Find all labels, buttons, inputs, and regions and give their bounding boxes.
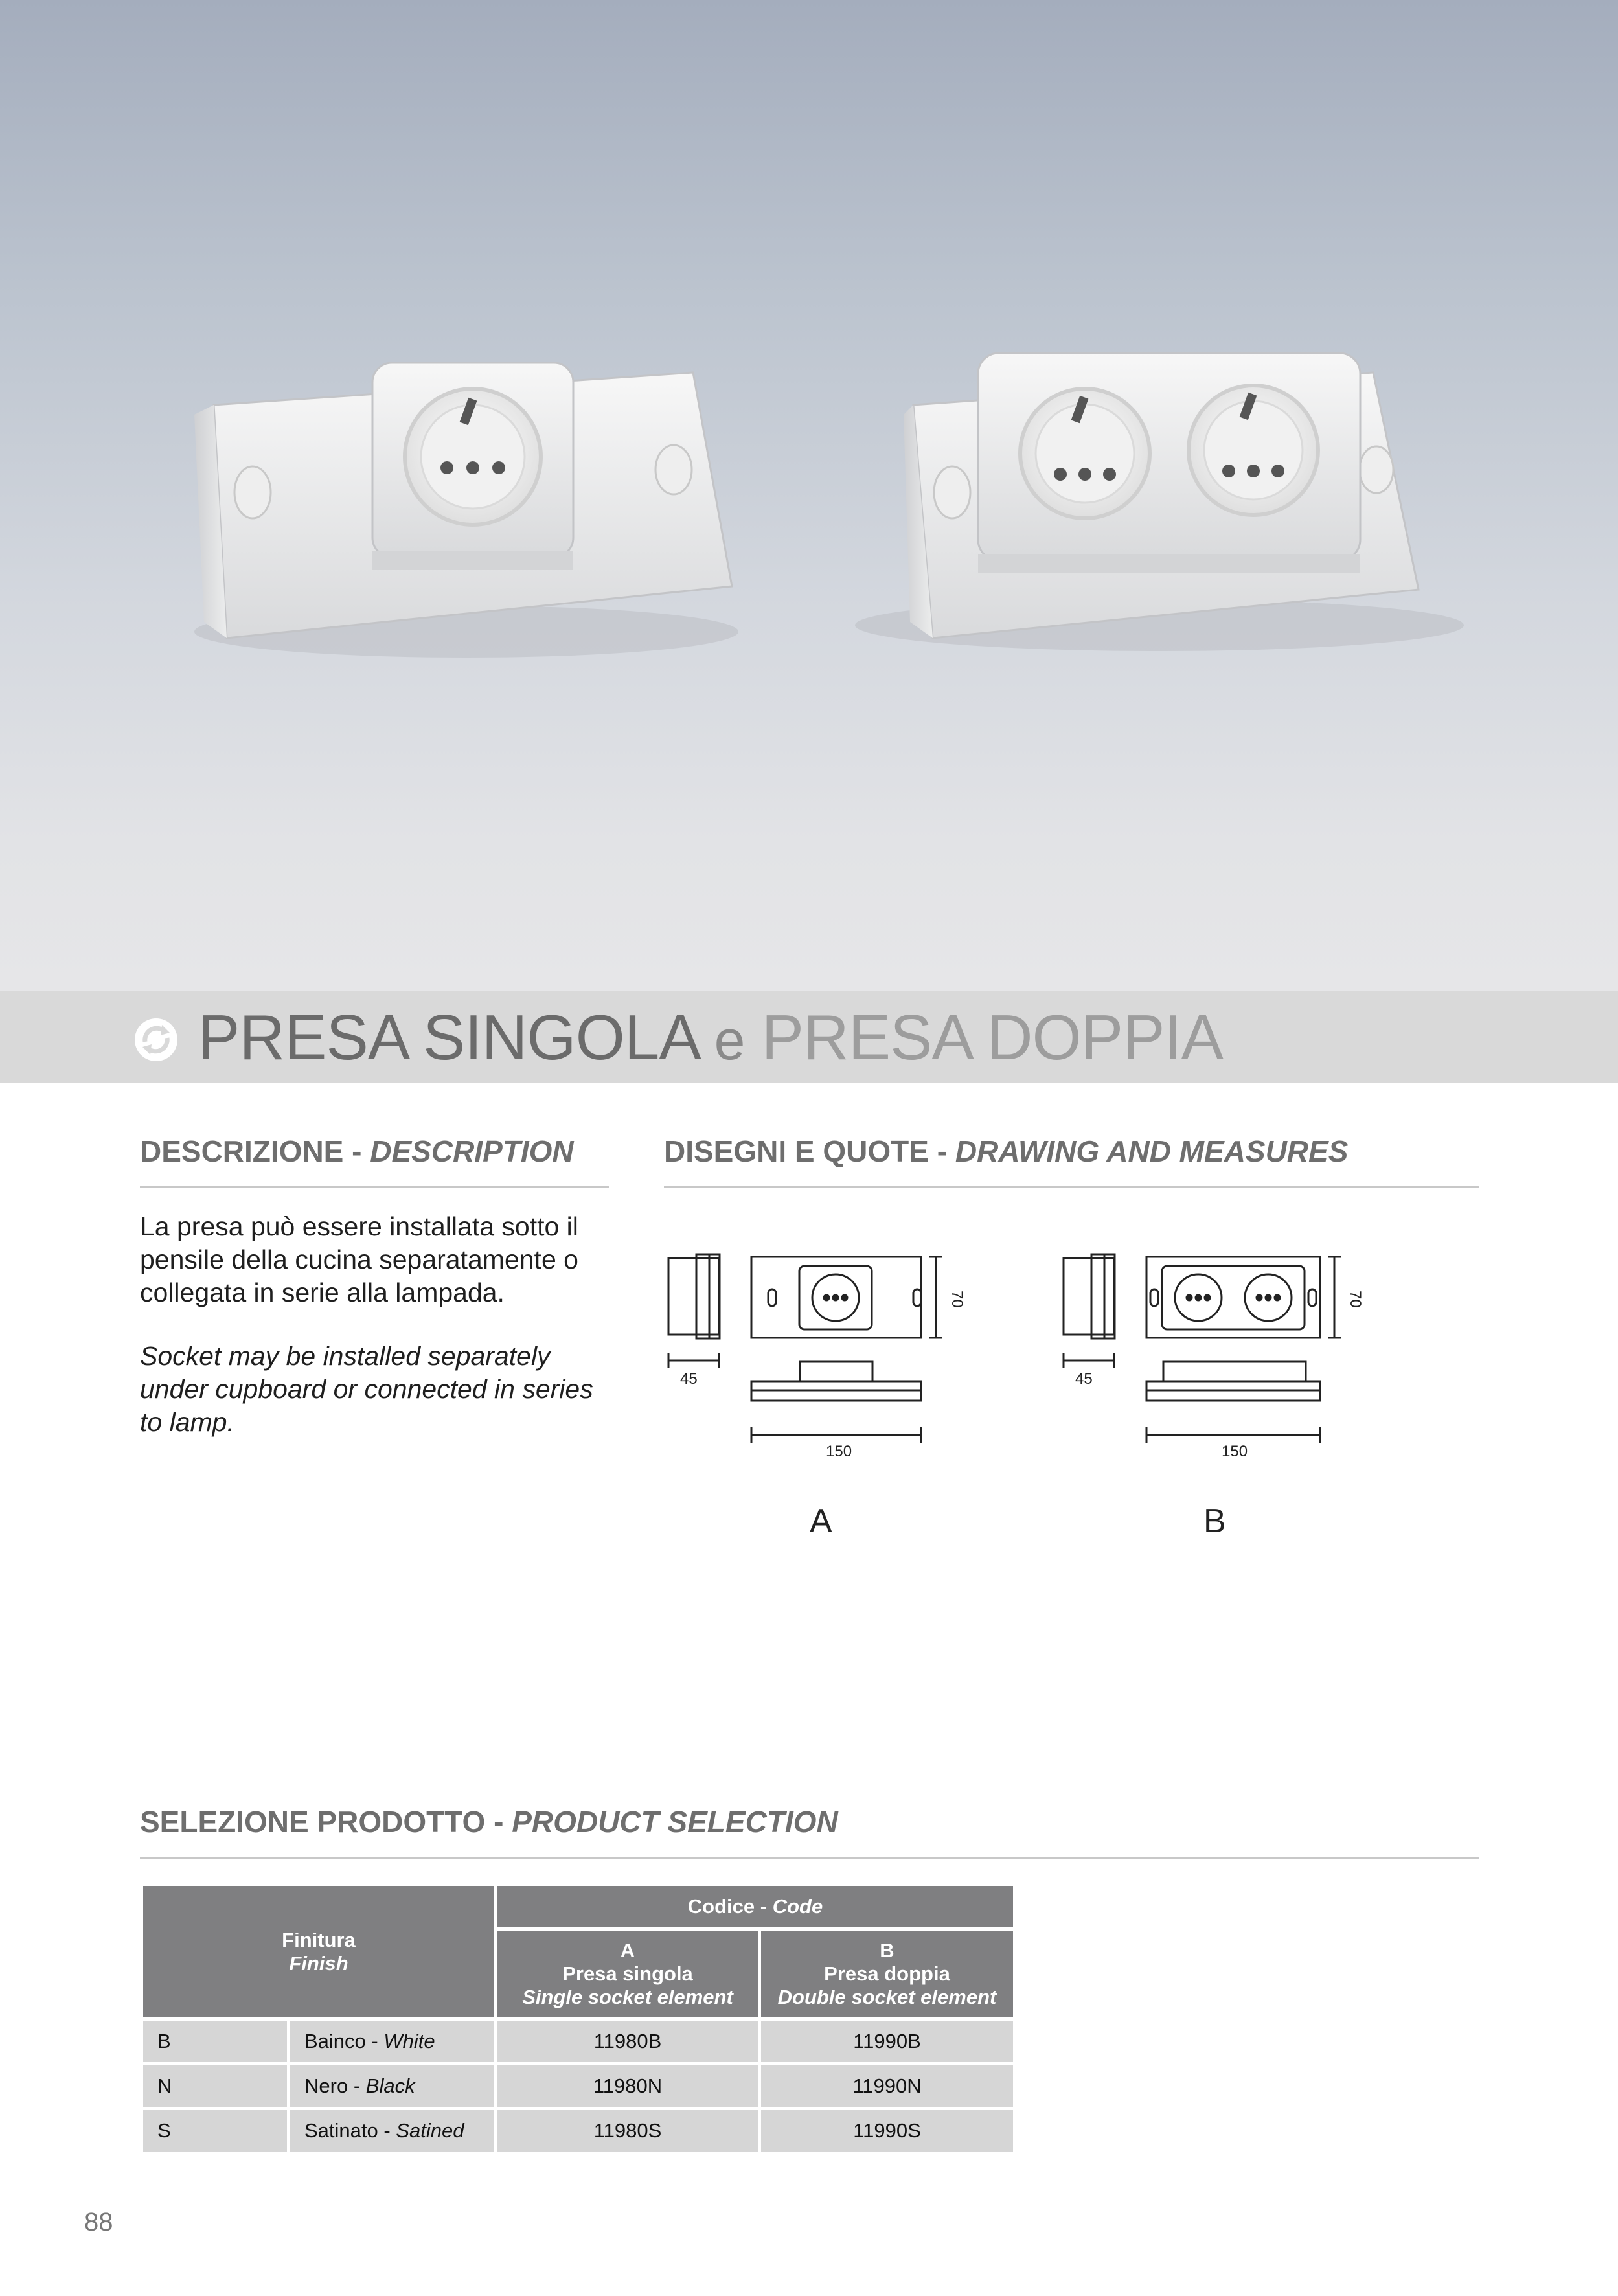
dim-depth-a: 45 <box>680 1370 698 1388</box>
drawing-a <box>668 1254 942 1443</box>
finish-name: Satinato - Satined <box>290 2110 494 2152</box>
code-b: 11990N <box>761 2065 1013 2107</box>
code-a: 11980N <box>497 2065 758 2107</box>
page-title: PRESA SINGOLA e PRESA DOPPIA <box>198 1002 1224 1073</box>
divider <box>140 1186 609 1188</box>
selection-heading: SELEZIONE PRODOTTO - PRODUCT SELECTION <box>140 1805 838 1839</box>
code-a: 11980B <box>497 2021 758 2062</box>
product-photo <box>0 0 1618 991</box>
finish-name: Nero - Black <box>290 2065 494 2107</box>
table-row <box>143 2021 1013 2062</box>
drawing-label-b: B <box>1203 1502 1226 1540</box>
code-a: 11980S <box>497 2110 758 2152</box>
description-text-it: La presa può essere installata sotto il pensile della cucina separatamente o collegata in serie alla lampada. <box>140 1211 578 1307</box>
dim-depth-b: 45 <box>1075 1370 1093 1388</box>
col-b-header: B Presa doppia Double socket element <box>761 1931 1013 2017</box>
table-row <box>143 2110 1013 2152</box>
dim-height-a: 70 <box>948 1291 966 1308</box>
double-socket-photo <box>904 353 1419 638</box>
refresh-icon <box>133 1017 179 1062</box>
divider <box>140 1857 1479 1859</box>
divider <box>664 1186 1479 1188</box>
description-text-en: Socket may be installed separately under cupboard or connected in series to lamp. <box>140 1341 593 1437</box>
finish-name: Bainco - White <box>290 2021 494 2062</box>
code-b: 11990S <box>761 2110 1013 2152</box>
col-a-header: A Presa singola Single socket element <box>497 1931 758 2017</box>
table-row <box>143 2065 1013 2107</box>
code-header: Codice - Code <box>497 1886 1013 1927</box>
drawings-heading: DISEGNI E QUOTE - DRAWING AND MEASURES <box>664 1134 1349 1168</box>
single-socket-photo <box>194 363 732 638</box>
dim-width-a: 150 <box>826 1443 852 1460</box>
code-b: 11990B <box>761 2021 1013 2062</box>
finish-header: Finitura Finish <box>143 1886 494 2017</box>
finish-key: N <box>143 2065 287 2107</box>
drawing-b <box>1064 1254 1341 1443</box>
dim-height-b: 70 <box>1347 1291 1364 1308</box>
product-table <box>140 1883 1016 2155</box>
finish-key: B <box>143 2021 287 2062</box>
page-number: 88 <box>84 2208 113 2236</box>
drawing-label-a: A <box>810 1502 832 1540</box>
dim-width-b: 150 <box>1222 1443 1248 1460</box>
technical-drawings <box>661 1237 1438 1471</box>
finish-key: S <box>143 2110 287 2152</box>
description-heading: DESCRIZIONE - DESCRIPTION <box>140 1134 574 1168</box>
